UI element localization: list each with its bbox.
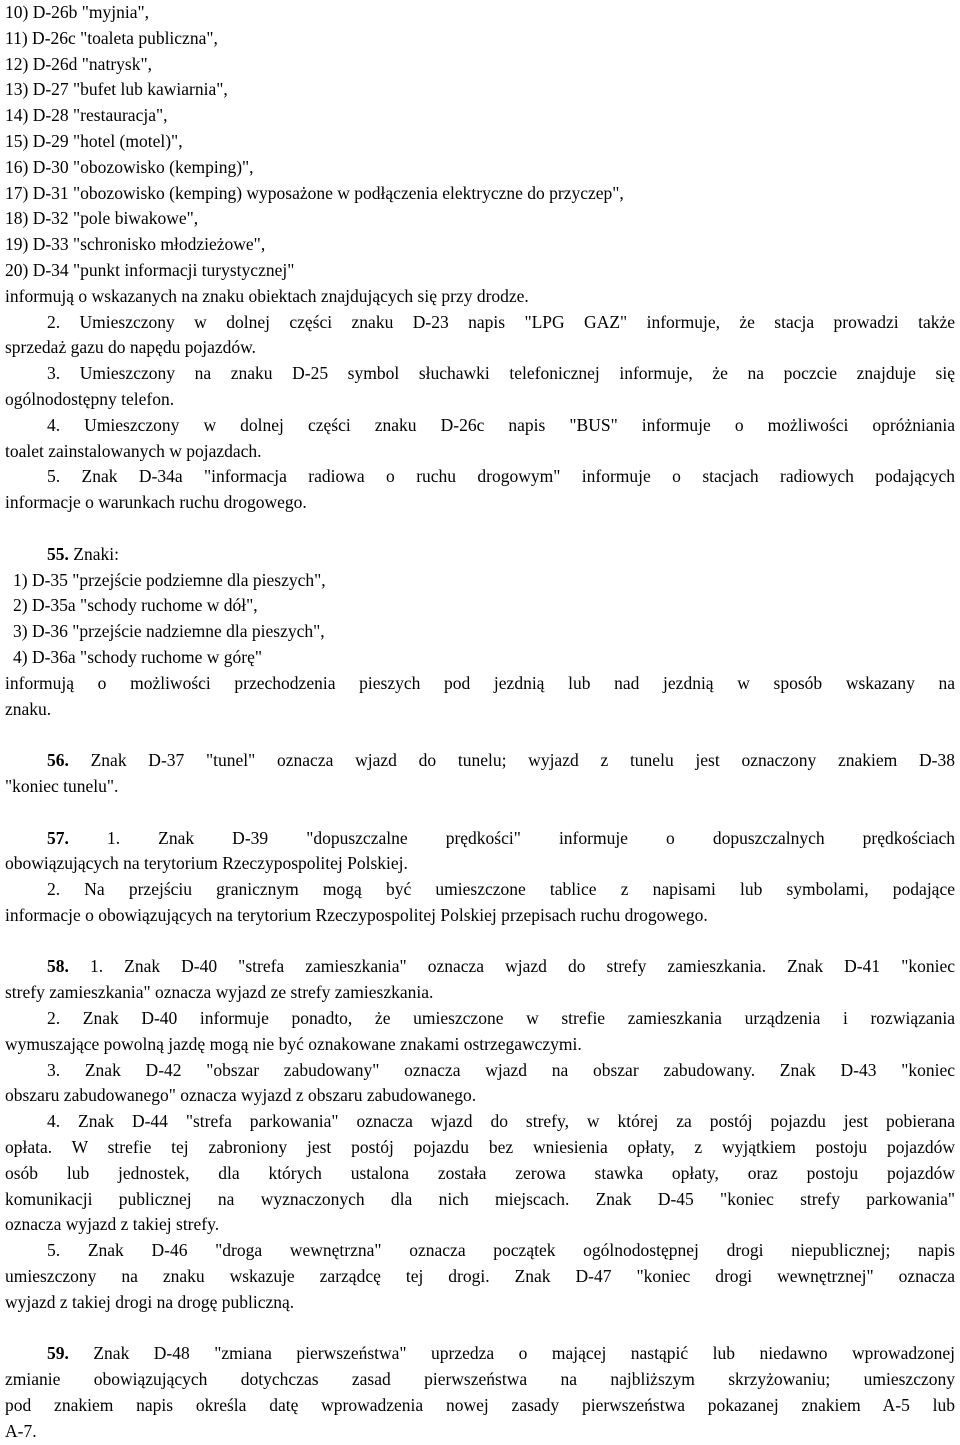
paragraph-line: toalet zainstalowanych w pojazdach. xyxy=(5,440,262,461)
list-item: 16) D-30 "obozowisko (kemping)", xyxy=(5,156,254,177)
list-item: 2) D-35a "schody ruchome w dół", xyxy=(13,595,258,616)
section-text: 1. Znak D-40 "strefa zamieszkania" oznacza wjazd do strefy zamieszkania. Znak D-41 "koniec xyxy=(68,956,955,977)
list-item: 15) D-29 "hotel (motel)", xyxy=(5,130,183,151)
list-item: 20) D-34 "punkt informacji turystycznej" xyxy=(5,259,295,280)
paragraph-line: osób lub jednostek, dla których ustalona została zerowa stawka opłaty, oraz postoju pojazdów xyxy=(5,1162,955,1183)
paragraph-line: obszaru zabudowanego" oznacza wyjazd z obszaru zabudowanego. xyxy=(5,1085,477,1106)
paragraph-line: 5. Znak D-46 "droga wewnętrzna" oznacza początek ogólnodostępnej drogi niepublicznej; napis xyxy=(47,1240,955,1261)
list-item: 11) D-26c "toaleta publiczna", xyxy=(5,27,218,48)
section-number: 58. xyxy=(47,956,69,977)
paragraph-line: informują o wskazanych na znaku obiektach znajdujących się przy drodze. xyxy=(5,285,529,306)
section-text: Znak D-37 "tunel" oznacza wjazd do tunelu; wyjazd z tunelu jest oznaczony znakiem D-38 xyxy=(68,750,955,771)
spacer xyxy=(5,516,955,542)
list-item: 19) D-33 "schronisko młodzieżowe", xyxy=(5,234,266,255)
spacer xyxy=(5,929,955,955)
paragraph-line: umieszczony na znaku wskazuje zarządcę tej drogi. Znak D-47 "koniec drogi wewnętrznej" oznacza xyxy=(5,1266,955,1287)
list-item: 18) D-32 "pole biwakowe", xyxy=(5,208,199,229)
list-item: 4) D-36a "schody ruchome w górę" xyxy=(13,646,263,667)
section-number: 56. xyxy=(47,750,69,771)
section-number: 57. xyxy=(47,827,69,848)
section-text: 1. Znak D-39 "dopuszczalne prędkości" informuje o dopuszczalnych prędkościach xyxy=(68,827,955,848)
paragraph-line: znaku. xyxy=(5,698,52,719)
paragraph-line: 3. Znak D-42 "obszar zabudowany" oznacza wjazd na obszar zabudowany. Znak D-43 "koniec xyxy=(47,1059,955,1080)
list-item: 13) D-27 "bufet lub kawiarnia", xyxy=(5,79,228,100)
paragraph-line: obowiązujących na terytorium Rzeczypospolitej Polskiej. xyxy=(5,853,408,874)
paragraph-line: informacje o obowiązujących na terytorium Rzeczypospolitej Polskiej przepisach ruchu drogowego. xyxy=(5,904,708,925)
list-item: 14) D-28 "restauracja", xyxy=(5,105,168,126)
paragraph-line: 4. Znak D-44 "strefa parkowania" oznacza wjazd do strefy, w której za postój pojazdu jest pobierana xyxy=(47,1111,955,1132)
section-heading xyxy=(5,954,955,980)
paragraph-line: ogólnodostępny telefon. xyxy=(5,388,175,409)
paragraph-line: sprzedaż gazu do napędu pojazdów. xyxy=(5,337,257,358)
list-item: 12) D-26d "natrysk", xyxy=(5,53,152,74)
section-number: 59. xyxy=(47,1343,69,1364)
spacer xyxy=(5,1316,955,1342)
section-heading xyxy=(5,1341,955,1367)
paragraph-line: informują o możliwości przechodzenia pieszych pod jezdnią lub nad jezdnią w sposób wskazany na xyxy=(5,672,955,693)
section-number: 55. xyxy=(47,543,69,564)
document-page xyxy=(5,0,955,1445)
section-text: Znaki: xyxy=(68,543,119,564)
paragraph-line: A-7. xyxy=(5,1420,37,1441)
list-item: 10) D-26b "myjnia", xyxy=(5,2,150,22)
spacer xyxy=(5,722,955,748)
paragraph-line: 5. Znak D-34a "informacja radiowa o ruchu drogowym" informuje o stacjach radiowych podających xyxy=(47,466,955,487)
paragraph-line: wymuszające powolną jazdę mogą nie być oznakowane znakami ostrzegawczymi. xyxy=(5,1033,582,1054)
paragraph-line: opłata. W strefie tej zabroniony jest postój pojazdu bez wniesienia opłaty, z wyjątkiem postoju pojazdów xyxy=(5,1137,955,1158)
paragraph-line: zmianie obowiązujących dotychczas zasad pierwszeństwa na najbliższym skrzyżowaniu; umieszczony xyxy=(5,1369,955,1390)
paragraph-line: 3. Umieszczony na znaku D-25 symbol słuchawki telefonicznej informuje, że na poczcie znajduje się xyxy=(47,363,955,384)
paragraph-line: pod znakiem napis określa datę wprowadzenia nowej zasady pierwszeństwa pokazanej znakiem A-5 lub xyxy=(5,1395,955,1416)
paragraph-line: 2. Na przejściu granicznym mogą być umieszczone tablice z napisami lub symbolami, podające xyxy=(47,879,955,900)
spacer xyxy=(5,800,955,826)
paragraph-line: 2. Umieszczony w dolnej części znaku D-23 napis "LPG GAZ" informuje, że stacja prowadzi także xyxy=(47,311,955,332)
section-text: Znak D-48 "zmiana pierwszeństwa" uprzedza o mającej nastąpić lub niedawno wprowadzonej xyxy=(68,1343,955,1364)
paragraph-line: 4. Umieszczony w dolnej części znaku D-26c napis "BUS" informuje o możliwości opróżniania xyxy=(47,414,955,435)
paragraph-line: strefy zamieszkania" oznacza wyjazd ze strefy zamieszkania. xyxy=(5,982,434,1003)
paragraph-line: 2. Znak D-40 informuje ponadto, że umieszczone w strefie zamieszkania urządzenia i rozwiązania xyxy=(47,1008,955,1029)
section-heading xyxy=(5,748,955,774)
list-item: 17) D-31 "obozowisko (kemping) wyposażone w podłączenia elektryczne do przyczep", xyxy=(5,182,624,203)
list-item: 3) D-36 "przejście nadziemne dla pieszych", xyxy=(13,621,325,642)
paragraph-line: "koniec tunelu". xyxy=(5,775,119,796)
paragraph-line: informacje o warunkach ruchu drogowego. xyxy=(5,492,307,513)
section-heading xyxy=(5,826,955,852)
paragraph-line: wyjazd z takiej drogi na drogę publiczną. xyxy=(5,1291,295,1312)
paragraph-line: oznacza wyjazd z takiej strefy. xyxy=(5,1214,220,1235)
paragraph-line: komunikacji publicznej na wyznaczonych dla nich miejscach. Znak D-45 "koniec strefy parkowania" xyxy=(5,1188,955,1209)
list-item: 1) D-35 "przejście podziemne dla pieszych", xyxy=(13,569,326,590)
section-heading xyxy=(5,542,955,568)
